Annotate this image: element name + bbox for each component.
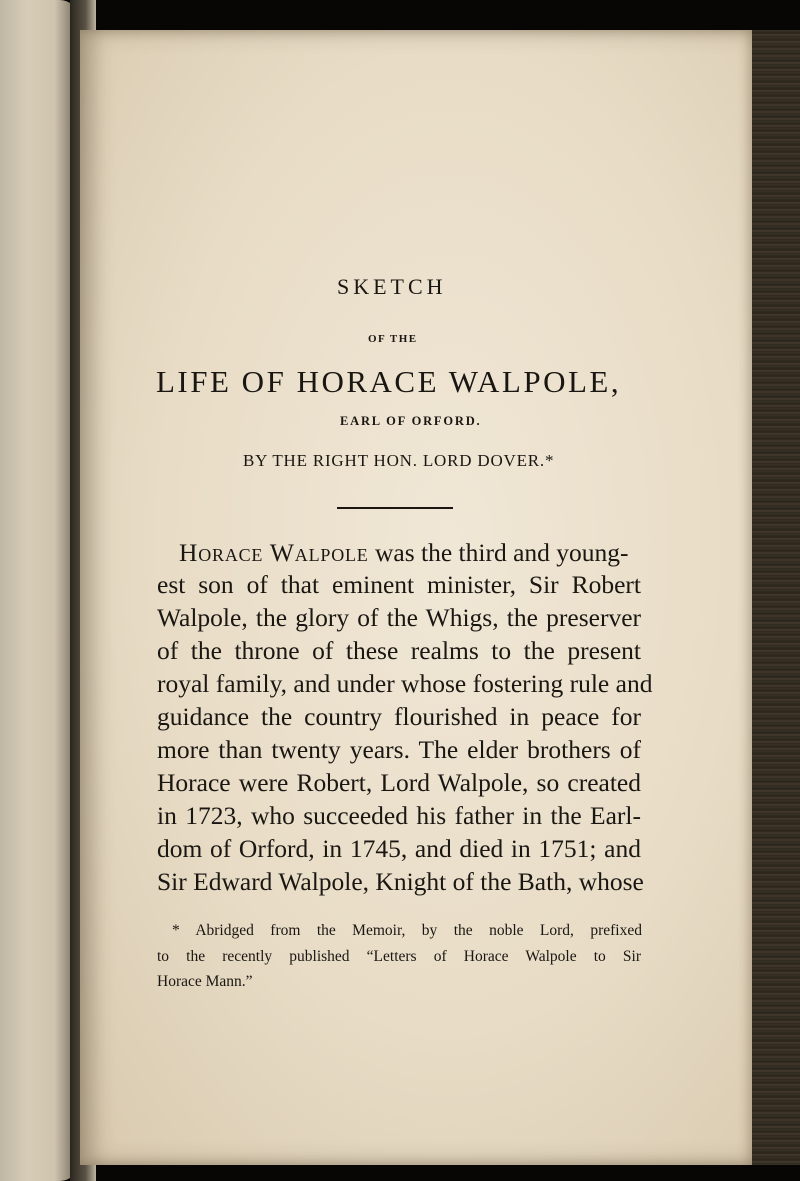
heading-of-the: OF THE: [368, 333, 418, 345]
body-line: dom of Orford, in 1745, and died in 1751; and: [157, 834, 641, 863]
body-line: Horace Walpole was the third and young-: [179, 538, 629, 567]
book-cover-edge: [752, 30, 800, 1165]
body-line: est son of that eminent minister, Sir Robert: [157, 570, 641, 599]
page-subtitle: EARL OF ORFORD.: [340, 414, 482, 428]
heading-sketch: SKETCH: [337, 274, 447, 299]
facing-page-edge: [0, 0, 78, 1181]
footnote-line: * Abridged from the Memoir, by the noble Lord, prefixed: [172, 922, 642, 939]
page-title: LIFE OF HORACE WALPOLE,: [156, 364, 622, 399]
body-line: Sir Edward Walpole, Knight of the Bath, whose: [157, 867, 644, 896]
body-line: guidance the country flourished in peace for: [157, 702, 641, 731]
body-line: Horace were Robert, Lord Walpole, so created: [157, 768, 641, 797]
body-line: royal family, and under whose fostering rule and: [157, 669, 653, 698]
footnote-line: to the recently published “Letters of Horace Walpole to Sir: [157, 948, 641, 965]
section-divider: [337, 507, 453, 509]
body-line: Walpole, the glory of the Whigs, the preserver: [157, 603, 641, 632]
author-line: BY THE RIGHT HON. LORD DOVER.*: [243, 451, 555, 470]
body-line: in 1723, who succeeded his father in the Earl-: [157, 801, 641, 830]
body-line: more than twenty years. The elder brothers of: [157, 735, 641, 764]
footnote-line: Horace Mann.”: [157, 973, 253, 990]
body-line: of the throne of these realms to the present: [157, 636, 641, 665]
lead-caps: Horace Walpole: [179, 538, 369, 567]
